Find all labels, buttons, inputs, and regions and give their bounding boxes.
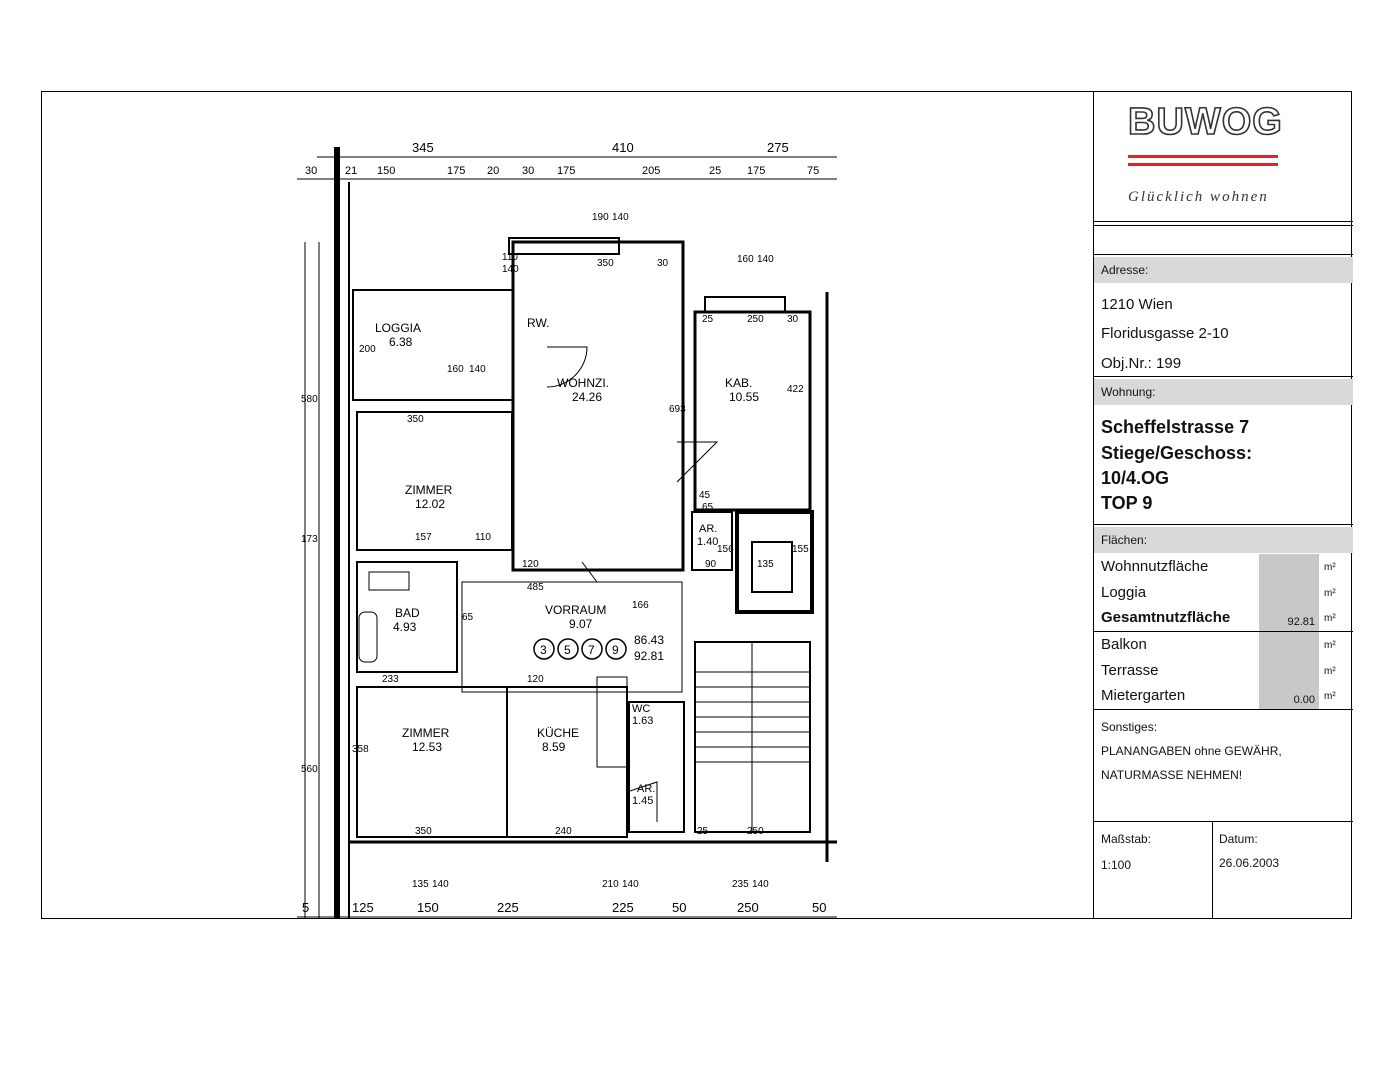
area-row-total — [1094, 605, 1353, 631]
dim-bottom-7: 50 — [812, 900, 827, 915]
room-loggia-area: 6.38 — [389, 335, 413, 349]
dim-row-8: 25 — [709, 165, 722, 177]
scale-value: 1:100 — [1101, 858, 1132, 872]
area-unit: m² — [1324, 613, 1336, 624]
dim-bottom-5: 50 — [672, 900, 687, 915]
dim-row-10: 75 — [807, 165, 820, 177]
room-wohnzi-area: 24.26 — [572, 390, 603, 404]
dim-row-2: 150 — [377, 165, 396, 177]
logo-red-line — [1128, 155, 1278, 158]
other-note-1: PLANANGABEN ohne GEWÄHR, — [1101, 744, 1282, 758]
dim-misc-25: 90 — [705, 559, 717, 570]
areas-heading: Flächen: — [1094, 527, 1353, 553]
title-block — [1093, 91, 1353, 919]
dim-misc-13: 140 — [469, 364, 486, 375]
room-rw-name: RW. — [527, 316, 550, 330]
dim-misc-35: 250 — [747, 826, 764, 837]
room-kueche-name: KÜCHE — [537, 726, 580, 740]
dim-misc-29: 120 — [527, 674, 544, 685]
divider — [1094, 524, 1353, 525]
total-1: 86.43 — [634, 633, 665, 647]
room-vorraum-area: 9.07 — [569, 617, 593, 631]
dim-row-5: 30 — [522, 165, 535, 177]
dim-row-3: 175 — [447, 165, 466, 177]
scale-heading: Maßstab: — [1101, 832, 1152, 846]
divider — [1094, 821, 1353, 822]
room-ar1-name: AR. — [699, 523, 718, 535]
area-unit: m² — [1324, 588, 1336, 599]
dim-misc-40: 235 — [732, 879, 749, 890]
dim-misc-41: 140 — [752, 879, 769, 890]
area-row-garden — [1094, 683, 1353, 709]
dim-misc-38: 210 — [602, 879, 619, 890]
dim-misc-44: 560 — [301, 764, 318, 775]
dim-row-0: 30 — [305, 165, 318, 177]
dim-misc-16: 350 — [407, 414, 424, 425]
logo-red-line — [1128, 163, 1278, 166]
dim-top-1: 345 — [412, 142, 434, 155]
room-wc-area: 1.63 — [632, 715, 654, 727]
dim-misc-14: 693 — [669, 404, 686, 415]
dim-misc-20: 157 — [415, 532, 432, 543]
apartment-street: Scheffelstrasse 7 — [1101, 417, 1250, 437]
dim-misc-33: 240 — [555, 826, 572, 837]
area-unit: m² — [1324, 666, 1336, 677]
area-label: Gesamtnutzfläche — [1101, 609, 1231, 626]
dim-misc-6: 160 — [737, 254, 754, 265]
room-vorraum-name: VORRAUM — [545, 603, 607, 617]
area-label: Balkon — [1101, 636, 1147, 653]
room-zimmer2-name: ZIMMER — [402, 726, 450, 740]
dim-misc-21: 110 — [475, 532, 491, 543]
dim-row-7: 205 — [642, 165, 661, 177]
dim-misc-17: 45 — [699, 490, 711, 501]
room-wohnzi-name: WOHNZI. — [557, 376, 609, 390]
dim-bottom-0: 5 — [302, 900, 310, 915]
dim-bottom-4: 225 — [612, 900, 634, 915]
divider — [1212, 821, 1213, 919]
drawing-sheet — [41, 91, 1352, 919]
dim-misc-31: 358 — [352, 744, 369, 755]
area-value — [1259, 554, 1319, 580]
area-value — [1259, 658, 1319, 684]
dim-row-6: 175 — [557, 165, 576, 177]
area-label: Loggia — [1101, 584, 1147, 601]
dim-misc-37: 140 — [432, 879, 449, 890]
area-row-living — [1094, 554, 1353, 580]
area-value — [1259, 580, 1319, 606]
other-note-2: NATURMASSE NEHMEN! — [1101, 768, 1243, 782]
dim-top-3: 275 — [767, 142, 789, 155]
date-heading: Datum: — [1219, 832, 1258, 846]
dim-misc-15: 422 — [787, 384, 804, 395]
room-ar1-area: 1.40 — [697, 536, 719, 548]
dim-bottom-3: 225 — [497, 900, 519, 915]
dim-misc-11: 200 — [359, 344, 376, 355]
floor-plan-area — [42, 92, 1094, 918]
address-city: 1210 Wien — [1101, 296, 1173, 313]
total-2: 92.81 — [634, 649, 665, 663]
dim-misc-4: 350 — [597, 258, 614, 269]
dim-misc-1: 140 — [612, 212, 629, 223]
dim-misc-3: 140 — [502, 264, 519, 275]
dim-misc-12: 160 — [447, 364, 464, 375]
dim-misc-24: 166 — [632, 600, 649, 611]
area-label: Terrasse — [1101, 662, 1159, 679]
dim-misc-7: 140 — [757, 254, 774, 265]
apartment-heading: Wohnung: — [1094, 379, 1353, 405]
other-heading: Sonstiges: — [1101, 720, 1158, 734]
dim-row-4: 20 — [487, 165, 500, 177]
dim-misc-8: 25 — [702, 314, 714, 325]
dim-misc-22: 120 — [522, 559, 539, 570]
dim-misc-9: 250 — [747, 314, 764, 325]
plan-lines — [297, 147, 837, 918]
room-ar2-name: AR. — [637, 783, 656, 795]
dim-misc-39: 140 — [622, 879, 639, 890]
area-row-loggia — [1094, 580, 1353, 606]
dim-misc-0: 190 — [592, 212, 609, 223]
circle-label-3: 7 — [588, 643, 595, 657]
dim-misc-36: 135 — [412, 879, 429, 890]
floor-plan — [297, 142, 837, 918]
dim-misc-27: 155 — [792, 544, 809, 555]
dim-misc-19: 156 — [717, 544, 734, 555]
dim-misc-32: 350 — [415, 826, 432, 837]
dim-row-9: 175 — [747, 165, 766, 177]
dim-bottom-6: 250 — [737, 900, 759, 915]
logo-wordmark: BUWOG — [1128, 101, 1283, 143]
dim-misc-10: 30 — [787, 314, 799, 325]
dim-row-1: 21 — [345, 165, 358, 177]
object-number: Obj.Nr.: 199 — [1101, 355, 1182, 372]
dim-misc-18: 65 — [702, 502, 714, 513]
logo — [1094, 91, 1353, 222]
apartment-stair-label: Stiege/Geschoss: — [1101, 443, 1253, 463]
dim-bottom-1: 125 — [352, 900, 374, 915]
dim-bottom-2: 150 — [417, 900, 439, 915]
divider — [1094, 709, 1353, 710]
circle-label-4: 9 — [612, 643, 619, 657]
empty-row — [1094, 225, 1353, 255]
circle-label-1: 3 — [540, 643, 547, 657]
room-zimmer1-name: ZIMMER — [405, 483, 453, 497]
area-value — [1259, 632, 1319, 658]
room-bad-area: 4.93 — [393, 620, 417, 634]
room-loggia-name: LOGGIA — [375, 321, 422, 335]
divider — [1094, 376, 1353, 377]
circle-label-2: 5 — [564, 643, 571, 657]
address-street: Floridusgasse 2-10 — [1101, 325, 1229, 342]
logo-slogan: Glücklich wohnen — [1128, 189, 1269, 205]
area-label: Mietergarten — [1101, 687, 1186, 704]
area-row-terrace — [1094, 658, 1353, 684]
dim-misc-23: 485 — [527, 582, 544, 593]
dim-misc-5: 30 — [657, 258, 669, 269]
dim-misc-30: 65 — [462, 612, 474, 623]
address-heading: Adresse: — [1094, 257, 1353, 283]
dim-misc-2: 110 — [502, 252, 518, 263]
area-label: Wohnnutzfläche — [1101, 558, 1209, 575]
dim-misc-26: 135 — [757, 559, 774, 570]
room-zimmer1-area: 12.02 — [415, 497, 446, 511]
room-zimmer2-area: 12.53 — [412, 740, 443, 754]
room-ar2-area: 1.45 — [632, 795, 654, 807]
room-wc-name: WC — [632, 703, 651, 715]
room-kueche-area: 8.59 — [542, 740, 566, 754]
area-unit: m² — [1324, 562, 1336, 573]
room-kab-name: KAB. — [725, 376, 753, 390]
area-unit: m² — [1324, 691, 1336, 702]
date-value: 26.06.2003 — [1219, 856, 1280, 870]
dim-misc-34: 25 — [697, 826, 709, 837]
area-unit: m² — [1324, 640, 1336, 651]
room-bad-name: BAD — [395, 606, 420, 620]
area-value: 92.81 — [1259, 605, 1319, 631]
room-kab-area: 10.55 — [729, 390, 760, 404]
apartment-top: TOP 9 — [1101, 493, 1153, 513]
area-row-balcony — [1094, 632, 1353, 658]
dim-misc-43: 580 — [301, 394, 318, 405]
dim-top-2: 410 — [612, 142, 634, 155]
area-value: 0.00 — [1259, 683, 1319, 709]
dim-misc-28: 233 — [382, 674, 399, 685]
dim-misc-42: 173 — [301, 534, 318, 545]
apartment-floor: 10/4.OG — [1101, 468, 1170, 488]
